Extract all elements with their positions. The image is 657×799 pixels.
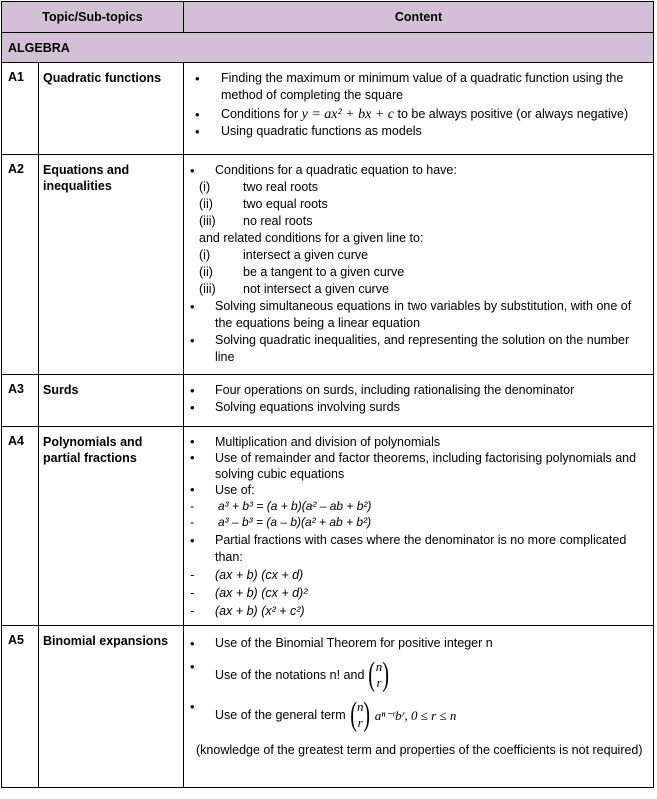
row-content (184, 155, 654, 375)
denominator-form: - (ax + b) (x² + c²) (190, 603, 645, 619)
section-row (2, 33, 654, 63)
row-content (184, 626, 654, 788)
syllabus-table (1, 1, 654, 788)
bullet-item: • Using quadratic functions as models (195, 123, 645, 140)
row-a1 (2, 63, 654, 155)
row-code: A4 (2, 427, 39, 626)
row-content (184, 427, 654, 626)
row-code: A1 (2, 63, 39, 155)
quadratic-formula: y = ax² + bx + c (301, 107, 395, 122)
sub-item: (iii) no real roots (199, 214, 313, 228)
row-a3 (2, 375, 654, 427)
header-content: Content (184, 2, 654, 33)
row-topic: Quadratic functions (39, 63, 184, 155)
section-title: ALGEBRA (2, 33, 654, 63)
header-row (2, 2, 654, 33)
note: (knowledge of the greatest term and properties of the coefficients is not required) (196, 743, 643, 757)
bullet-item: • Multiplication and division of polynomials (190, 434, 645, 450)
binomial-coefficient: ( n r ) (349, 696, 371, 733)
sub-item: (i) two real roots (199, 180, 319, 194)
row-content (184, 63, 654, 155)
row-topic: Polynomials and partial fractions (39, 427, 184, 626)
bullet-item: • Finding the maximum or minimum value of a quadratic function using the method of completing the square (195, 70, 645, 104)
general-term: aⁿ⁻ʳbʳ, 0 ≤ r ≤ n (374, 707, 457, 723)
row-code: A3 (2, 375, 39, 427)
bullet-item: • Solving equations involving surds (190, 399, 645, 416)
header-topic: Topic/Sub-topics (2, 2, 184, 33)
row-code: A2 (2, 155, 39, 375)
bullet-item: • Solving quadratic inequalities, and representing the solution on the number line (190, 332, 645, 366)
identity-formula: - a³ – b³ = (a – b)(a² + ab + b²) (190, 514, 645, 530)
sub-item: (iii) not intersect a given curve (199, 282, 389, 296)
bullet-item (195, 106, 645, 123)
row-topic: Surds (39, 375, 184, 427)
row-a5 (2, 626, 654, 788)
bullet-item: • Solving simultaneous equations in two variables by substitution, with one of the equations being a linear equation (190, 298, 645, 332)
bullet-item: • Four operations on surds, including rationalising the denominator (190, 382, 645, 399)
row-content (184, 375, 654, 427)
denominator-form: - (ax + b) (cx + d) (190, 567, 645, 583)
sub-item: (ii) be a tangent to a given curve (199, 265, 405, 279)
bullet-item: • Use of remainder and factor theorems, including factorising polynomials and solving cubic equations (190, 450, 645, 482)
sub-item: (i) intersect a given curve (199, 248, 369, 262)
bullet-item: • Use of: (190, 482, 645, 498)
bullet-item: • Use of the Binomial Theorem for positive integer n (190, 635, 645, 652)
bullet-item: • Conditions for a quadratic equation to have: (190, 162, 645, 179)
bullet-item: • Partial fractions with cases where the denominator is no more complicated than: (190, 532, 645, 566)
row-code: A5 (2, 626, 39, 788)
identity-formula: - a³ + b³ = (a + b)(a² – ab + b²) (190, 498, 645, 514)
row-a2 (2, 155, 654, 375)
denominator-form: - (ax + b) (cx + d)² (190, 585, 645, 601)
text: Conditions for (221, 107, 299, 121)
row-topic: Equations and inequalities (39, 155, 184, 375)
row-a4 (2, 427, 654, 626)
binomial-coefficient: ( n r ) (368, 656, 390, 693)
sub-item: (ii) two equal roots (199, 197, 328, 211)
bullet-item: • Use of the notations n! and ( n r ) (190, 658, 645, 692)
row-topic: Binomial expansions (39, 626, 184, 788)
sub-text: and related conditions for a given line to: (199, 231, 424, 245)
bullet-item: • Use of the general term ( n r ) aⁿ⁻ʳbʳ, 0 ≤ r ≤ n (190, 698, 645, 732)
text: to be always positive (or always negative) (397, 107, 629, 121)
